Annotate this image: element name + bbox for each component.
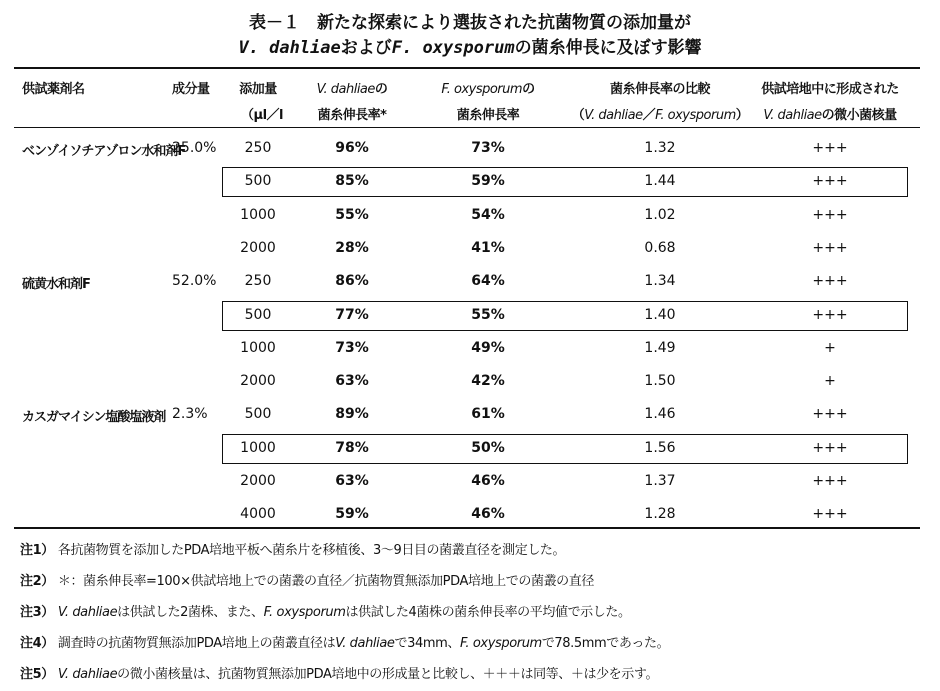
cell-v-growth: 78% xyxy=(335,439,369,456)
ratio-species-f: F. oxysporum xyxy=(655,108,736,123)
cell-ratio: 1.28 xyxy=(644,506,676,523)
header-f-growth xyxy=(441,78,534,97)
cell-ratio: 1.44 xyxy=(644,173,676,190)
header-component: 成分量 xyxy=(172,82,210,97)
cell-ratio: 1.34 xyxy=(644,273,676,290)
cell-f-growth: 42% xyxy=(471,373,505,390)
cell-f-growth: 41% xyxy=(471,239,505,256)
header-v-growth-line2: 菌糸伸長率* xyxy=(317,108,387,123)
note-species-v: V. dahliae xyxy=(57,667,118,682)
note-text: 各抗菌物質を添加したPDA培地平板へ菌糸片を移植後、3～9日目の菌叢直径を測定した。 xyxy=(57,543,566,558)
title-end: の菌糸伸長に及ぼす影響 xyxy=(514,38,702,58)
cell-v-growth: 73% xyxy=(335,339,369,356)
cell-ratio: 1.32 xyxy=(644,140,676,156)
cell-dose: 250 xyxy=(244,140,272,156)
cell-ratio: 1.02 xyxy=(644,206,676,223)
header-v-species: V. dahliae xyxy=(316,82,375,97)
cell-ratio: 1.49 xyxy=(644,339,676,356)
note-text: は供試した2菌株、また、 xyxy=(117,605,264,620)
note-3 xyxy=(20,601,631,620)
micro-species-v: V. dahliae xyxy=(763,108,822,123)
cell-dose: 500 xyxy=(244,406,272,423)
note-species-v: V. dahliae xyxy=(57,605,118,620)
cell-f-growth: 73% xyxy=(471,140,505,156)
note-species-v: V. dahliae xyxy=(335,636,395,651)
note-text: の微小菌核量は、抗菌物質無添加PDA培地中の形成量と比較し、＋＋＋は同等、＋は少を示す。 xyxy=(117,667,659,682)
table-title-line2 xyxy=(0,33,940,58)
cell-microsclerotia: +++ xyxy=(812,306,848,323)
note-4 xyxy=(20,632,669,651)
cell-v-growth: 85% xyxy=(335,173,369,190)
header-f-growth-line2: 菌糸伸長率 xyxy=(456,108,520,123)
header-microsclerotia: 供試培地中に形成された xyxy=(761,82,899,97)
cell-dose: 250 xyxy=(244,273,272,290)
note-5 xyxy=(20,663,658,682)
note-text: で34mm、 xyxy=(394,636,460,651)
cell-ratio: 1.46 xyxy=(644,406,676,423)
cell-microsclerotia: +++ xyxy=(812,406,848,423)
cell-dose: 1000 xyxy=(240,206,276,223)
note-text: は供試した4菌株の菌糸伸長率の平均値で示した。 xyxy=(345,605,631,620)
note-text: 調査時の抗菌物質無添加PDA培地上の菌叢直径は xyxy=(57,636,336,651)
cell-v-growth: 28% xyxy=(335,239,369,256)
cell-component: 2.3% xyxy=(172,406,208,423)
cell-dose: 2000 xyxy=(240,373,276,390)
cell-agent: カスガマイシン塩酸塩液剤 xyxy=(22,410,166,426)
table-header-rule xyxy=(14,127,920,128)
cell-v-growth: 63% xyxy=(335,373,369,390)
cell-dose: 2000 xyxy=(240,239,276,256)
ratio-paren-open: （ xyxy=(571,108,585,123)
note-species-f: F. oxysporum xyxy=(459,636,542,651)
header-microsclerotia-line2 xyxy=(763,104,896,123)
cell-ratio: 1.56 xyxy=(644,439,676,456)
cell-agent: 硫黄水和剤F xyxy=(22,277,90,293)
cell-microsclerotia: +++ xyxy=(812,506,848,523)
cell-f-growth: 46% xyxy=(471,506,505,523)
cell-ratio: 1.50 xyxy=(644,373,676,390)
note-2 xyxy=(20,570,594,589)
cell-dose: 2000 xyxy=(240,473,276,489)
cell-microsclerotia: +++ xyxy=(812,239,848,256)
cell-f-growth: 55% xyxy=(471,306,505,323)
ratio-paren-close: ） xyxy=(735,108,749,123)
header-dose-unit: （μl／l xyxy=(241,108,283,123)
note-label: 注3） xyxy=(20,605,54,620)
cell-microsclerotia: +++ xyxy=(812,173,848,190)
cell-v-growth: 86% xyxy=(335,273,369,290)
cell-f-growth: 64% xyxy=(471,273,505,290)
table-bottom-rule xyxy=(14,527,920,529)
cell-microsclerotia: + xyxy=(824,339,836,356)
note-label: 注5） xyxy=(20,667,54,682)
header-f-species: F. oxysporum xyxy=(441,82,523,97)
note-label: 注2） xyxy=(20,574,54,589)
cell-microsclerotia: +++ xyxy=(812,473,848,489)
cell-microsclerotia: +++ xyxy=(812,140,848,156)
cell-v-growth: 96% xyxy=(335,140,369,156)
cell-v-growth: 63% xyxy=(335,473,369,489)
header-v-growth xyxy=(317,78,388,97)
cell-f-growth: 50% xyxy=(471,439,505,456)
cell-component: 52.0% xyxy=(172,273,217,290)
header-agent: 供試薬剤名 xyxy=(22,82,85,97)
cell-component: 25.0% xyxy=(172,140,217,156)
cell-f-growth: 61% xyxy=(471,406,505,423)
cell-v-growth: 77% xyxy=(335,306,369,323)
header-ratio: 菌糸伸長率の比較 xyxy=(609,82,711,97)
highlight-box xyxy=(222,167,908,197)
header-v-suffix: の xyxy=(374,82,388,97)
cell-dose: 1000 xyxy=(240,339,276,356)
cell-agent: ベンゾイソチアゾロン水和剤F xyxy=(22,144,186,159)
cell-microsclerotia: + xyxy=(824,373,836,390)
cell-v-growth: 89% xyxy=(335,406,369,423)
note-text: ＊：菌糸伸長率=100×供試培地上での菌叢の直径／抗菌物質無添加PDA培地上での菌叢の直径 xyxy=(57,574,594,589)
table-top-rule xyxy=(14,67,920,69)
cell-dose: 1000 xyxy=(240,439,276,456)
note-label: 注4） xyxy=(20,636,54,651)
cell-microsclerotia: +++ xyxy=(812,439,848,456)
cell-dose: 500 xyxy=(244,173,272,190)
cell-microsclerotia: +++ xyxy=(812,273,848,290)
note-1 xyxy=(20,539,565,558)
note-label: 注1） xyxy=(20,543,54,558)
title-species-v: V. dahliae xyxy=(238,38,341,58)
cell-f-growth: 59% xyxy=(471,173,505,190)
cell-f-growth: 49% xyxy=(471,339,505,356)
cell-v-growth: 55% xyxy=(335,206,369,223)
header-ratio-line2 xyxy=(572,104,749,123)
note-text: で78.5mmであった。 xyxy=(541,636,670,651)
cell-dose: 4000 xyxy=(240,506,276,523)
cell-ratio: 1.40 xyxy=(644,306,676,323)
cell-microsclerotia: +++ xyxy=(812,206,848,223)
cell-f-growth: 46% xyxy=(471,473,505,489)
title-mid: および xyxy=(340,38,392,58)
highlight-box xyxy=(222,434,908,464)
cell-ratio: 0.68 xyxy=(644,239,676,256)
header-f-suffix: の xyxy=(522,82,535,97)
cell-ratio: 1.37 xyxy=(644,473,676,489)
note-species-f: F. oxysporum xyxy=(263,605,346,620)
header-dose: 添加量 xyxy=(239,82,277,97)
cell-v-growth: 59% xyxy=(335,506,369,523)
highlight-box xyxy=(222,301,908,331)
cell-f-growth: 54% xyxy=(471,206,505,223)
cell-dose: 500 xyxy=(244,306,272,323)
table-title-line1: 表－１ 新たな探索により選抜された抗菌物質の添加量が xyxy=(249,13,691,33)
ratio-species-v: V. dahliae xyxy=(584,108,643,123)
title-species-f: F. oxysporum xyxy=(391,38,515,58)
micro-suffix: の微小菌核量 xyxy=(821,108,897,123)
ratio-sep: ／ xyxy=(642,108,656,123)
